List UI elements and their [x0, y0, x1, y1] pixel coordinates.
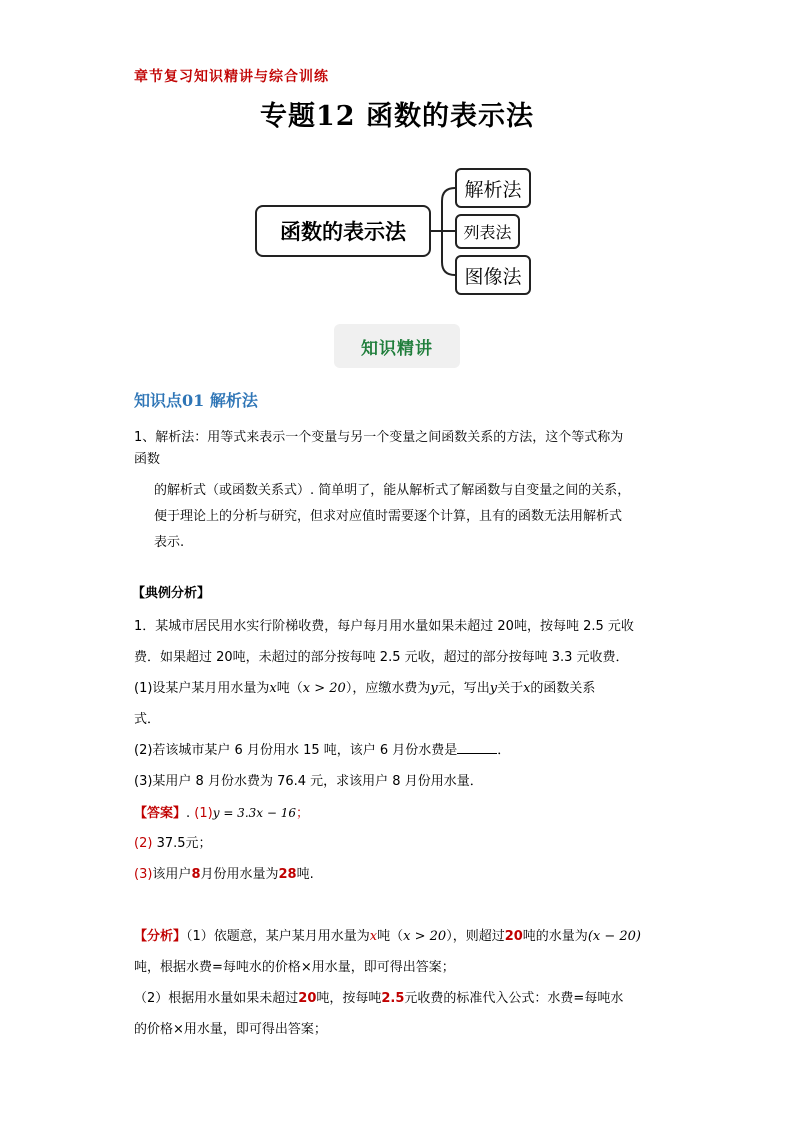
analysis-text: 元收费的标准代入公式：水费=每吨水 — [404, 991, 624, 1006]
question-1-text: 的函数关系 — [530, 681, 596, 696]
question-1-text: (1)设某户某月用水量为 — [134, 681, 270, 696]
math-condition: x > 20 — [302, 681, 346, 696]
analysis-line-3 — [134, 989, 623, 1009]
problem-line: 费．如果超过 20吨，未超过的部分按每吨 2.5 元收，超过的部分按每吨 3.3 元收费． — [134, 650, 629, 665]
answer-3-text: 月份用水量为 — [200, 867, 279, 882]
analysis-line-2: 吨，根据水费=每吨水的价格×用水量，即可得出答案； — [134, 960, 455, 975]
section-badge: 知识精讲 — [334, 324, 460, 368]
example-heading: 【典例分析】 — [132, 586, 211, 601]
analysis-number: 2.5 — [381, 991, 405, 1006]
mind-map-branch-graph: 图像法 — [455, 255, 531, 295]
answer-blank — [457, 741, 497, 754]
page-header: 章节复习知识精讲与综合训练 — [134, 69, 329, 85]
knowledge-point-title: 知识点01 解析法 — [134, 391, 258, 410]
answer-1-formula: y = 3.3x − 16 — [212, 806, 296, 820]
mind-map-branch-analytic: 解析法 — [455, 168, 531, 208]
question-1-text: 吨（ — [276, 681, 303, 696]
math-expression: (x − 20) — [587, 929, 641, 944]
mind-map-root: 函数的表示法 — [255, 205, 431, 257]
math-var: x — [369, 929, 378, 944]
math-var: x — [523, 681, 531, 696]
mind-map-branch-table: 列表法 — [455, 214, 520, 249]
answer-dot: . — [186, 806, 191, 821]
definition-line: 1、解析法：用等式来表示一个变量与另一个变量之间函数关系的方法，这个等式称为 — [134, 430, 624, 445]
question-2-text: (2)若该城市某户 6 月份用水 15 吨，该户 6 月份水费是 — [134, 743, 458, 758]
definition-line: 的解析式（或函数关系式）. 简单明了，能从解析式了解函数与自变量之间的关系， — [154, 483, 631, 498]
analysis-line-4: 的价格×用水量，即可得出答案； — [134, 1022, 327, 1037]
math-var: x — [269, 681, 277, 696]
analysis-text: 吨的水量为 — [522, 929, 588, 944]
question-1-text: 关于 — [497, 681, 524, 696]
answer-2 — [134, 834, 212, 854]
mind-map — [250, 163, 550, 303]
analysis-number: 20 — [298, 991, 317, 1006]
answer-1-prefix: (1) — [194, 806, 213, 821]
analysis-text: ），则超过 — [446, 929, 505, 944]
answer-2-prefix: (2) — [134, 836, 153, 851]
analysis-label: 【分析】 — [134, 929, 187, 944]
answer-2-value: 37.5元； — [156, 836, 212, 851]
analysis-text: （2）根据用水量如果未超过 — [134, 991, 299, 1006]
answer-3-value: 28 — [278, 867, 297, 882]
math-condition: x > 20 — [403, 929, 447, 944]
page-title: 专题12 函数的表示法 — [260, 101, 534, 132]
answer-1 — [134, 803, 309, 824]
question-3: (3)某用户 8 月份水费为 76.4 元，求该用户 8 月份用水量． — [134, 774, 483, 789]
analysis-text: （1）依题意，某户某月用水量为 — [186, 929, 370, 944]
math-var: y — [430, 681, 438, 696]
question-2-text: ． — [497, 743, 511, 758]
question-1 — [134, 679, 595, 699]
analysis-line-1 — [134, 927, 641, 947]
question-1-text: 元，写出 — [437, 681, 490, 696]
answer-3-text: 吨. — [296, 867, 314, 882]
analysis-text: 吨（ — [377, 929, 404, 944]
answer-label: 【答案】 — [134, 806, 187, 821]
answer-3-text: 该用户 — [152, 867, 192, 882]
definition-line: 函数 — [134, 452, 161, 467]
question-1-continued: 式． — [134, 712, 161, 727]
analysis-text: 吨，按每吨 — [316, 991, 382, 1006]
answer-3-prefix: (3) — [134, 867, 153, 882]
analysis-number: 20 — [504, 929, 523, 944]
answer-1-suffix: ； — [296, 806, 310, 821]
definition-line: 便于理论上的分析与研究，但求对应值时需要逐个计算，且有的函数无法用解析式 — [154, 509, 623, 524]
question-1-text: ），应缴水费为 — [345, 681, 431, 696]
definition-line: 表示. — [154, 535, 185, 550]
answer-3 — [134, 865, 314, 885]
math-var: y — [489, 681, 498, 696]
problem-line: 1．某城市居民用水实行阶梯收费，每户每月用水量如果未超过 20吨，按每吨 2.5 元收 — [134, 619, 634, 634]
question-2 — [134, 741, 510, 761]
answer-3-number: 8 — [191, 867, 201, 882]
